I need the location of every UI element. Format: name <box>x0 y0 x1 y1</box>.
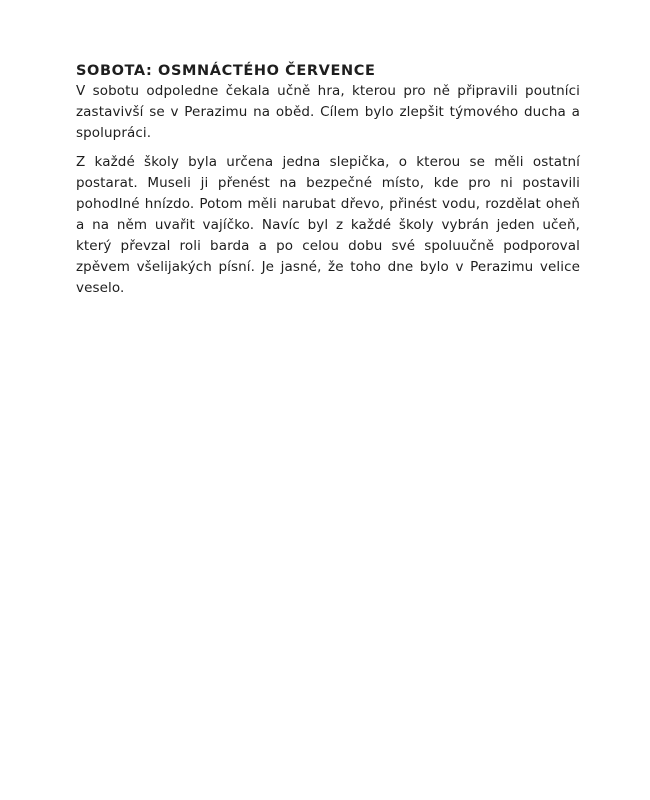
article-body <box>76 61 580 299</box>
section-heading: SOBOTA: OSMNÁCTÉHO ČERVENCE <box>76 63 376 79</box>
paragraph-game-description: Z každé školy byla určena jedna slepička, o kterou se měli ostatní postarat. Museli ji přenést na bezpečné místo, kde pro ni postavili pohodlné hnízdo. Potom měli narubat dřevo, přinést vodu, rozdělat oheň a na něm uvařit vajíčko. Navíc byl z každé školy vybrán jeden učeň, který převzal roli barda a po celou dobu své spoluučně podporoval zpěvem všelijakých písní. Je jasné, že toho dne bylo v Perazimu velice veselo. <box>76 154 580 296</box>
paragraph-intro: V sobotu odpoledne čekala učně hra, kterou pro ně připravili poutníci zastavivší se v Perazimu na oběd. Cílem bylo zlepšit týmového ducha a spolupráci. <box>76 83 580 141</box>
